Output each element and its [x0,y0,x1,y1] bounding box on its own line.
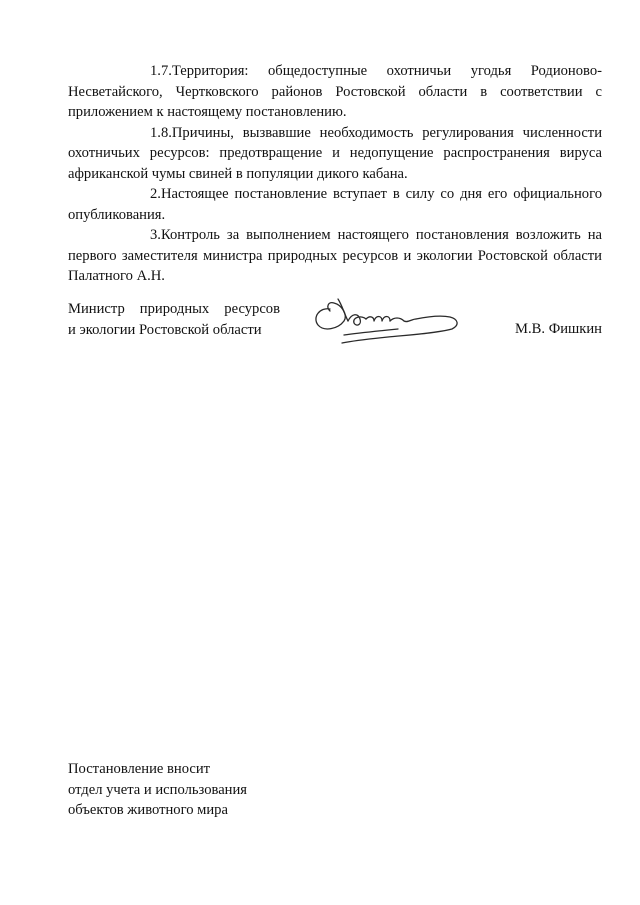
handwritten-signature [308,291,468,355]
document-body [68,61,602,287]
footer-line-1: Постановление вносит [68,761,211,777]
paragraph-number: 3. [150,227,161,243]
paragraph-text: Территория: общедоступные охотничьи угодья Родионово-Несветайского, Чертковского районов Ростовской области в соответствии с приложением к настоящему постановлению. [68,63,602,120]
paragraph-text: Настоящее постановление вступает в силу со дня его официального опубликования. [68,186,602,223]
paragraph-number: 2. [150,186,161,202]
paragraph-1-8 [68,123,602,185]
paragraph-2 [68,184,602,225]
signature-block [68,299,602,359]
signer-title [68,299,280,340]
paragraph-1-7 [68,61,602,123]
signer-title-line-1: Министр природных ресурсов [68,301,280,317]
footer-line-3: объектов животного мира [68,802,228,818]
paragraph-number: 1.7. [150,63,172,79]
submitted-by-note [68,759,328,821]
paragraph-number: 1.8. [150,124,172,141]
footer-line-2: отдел учета и использования [68,781,248,798]
paragraph-text: Контроль за выполнением настоящего постановления возложить на первого заместителя министра природных ресурсов и экологии Ростовской области Палатного А.Н. [68,227,602,284]
paragraph-3 [68,225,602,287]
paragraph-text: Причины, вызвавшие необходимость регулирования численности охотничьих ресурсов: предотвращение и недопущение распространения вируса африканской чумы свиней в популяции дикого кабана. [68,124,602,182]
signer-name: М.В. Фишкин [515,321,602,337]
signer-title-line-2: и экологии Ростовской области [68,321,262,338]
